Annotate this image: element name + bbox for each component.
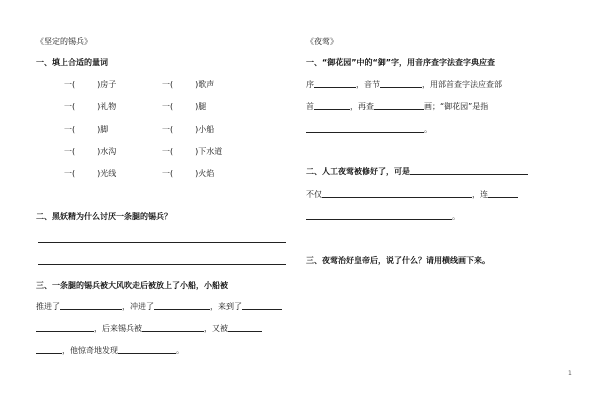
fill-blank[interactable] [380,79,422,88]
left-q3-line2: 推进了 ，冲进了 ，来到了 [36,301,282,312]
right-title: 《夜莺》 [306,37,338,46]
left-q3-line1: 三、一条腿的锡兵被大风吹走后被放上了小船，小船被 [36,281,228,290]
right-q2-line2: 不仅 ，连 [306,189,518,200]
fill-blank[interactable] [314,79,356,88]
page-number: 1 [568,370,572,377]
fill-blank[interactable] [306,211,452,220]
mw-item: 一( )光线 [64,169,117,178]
mw-item: 一( )腿 [162,102,207,111]
right-q2-line3: 。 [306,211,460,222]
left-title: 《坚定的锡兵》 [36,37,92,46]
fill-blank[interactable] [154,301,210,310]
fill-blank[interactable] [410,166,528,175]
left-q1-heading: 一、填上合适的量词 [36,58,108,67]
answer-line[interactable] [38,264,286,265]
mw-item: 一( )房子 [64,80,117,89]
fill-blank[interactable] [488,189,518,198]
left-q3-line4: ，他惊奇地发现 。 [36,345,184,356]
right-q1-line4: 。 [306,124,432,135]
right-q1-line2: 序 ，音节 ，用部首查字法应查部 [306,80,502,89]
right-q3-heading: 三、夜莺治好皇帝后，说了什么？请用横线画下来。 [306,256,490,265]
fill-blank[interactable] [118,345,176,354]
mw-item: 一( )礼物 [64,102,117,111]
mw-item: 一( )小船 [162,125,215,134]
right-q1-line1: 一、“御花园”中的“御”字，用音序查字法查字典应查 [306,58,496,67]
fill-blank[interactable] [142,323,204,332]
fill-blank[interactable] [306,124,424,133]
mw-item: 一( )脚 [64,125,109,134]
mw-item: 一( )火焰 [162,169,215,178]
fill-blank[interactable] [36,345,62,354]
answer-line[interactable] [38,242,286,243]
left-q2-heading: 二、黑妖精为什么讨厌一条腿的锡兵？ [36,212,172,221]
mw-item: 一( )水沟 [64,147,117,156]
right-q2-line1: 二、人工夜莺被修好了，可是 [306,166,528,177]
fill-blank[interactable] [374,101,424,110]
fill-blank[interactable] [322,189,472,198]
right-q1-line3: 首 ，再查 画；“御花园”是指 [306,102,489,111]
mw-item: 一( )歌声 [162,80,215,89]
fill-blank[interactable] [314,101,350,110]
fill-blank[interactable] [228,323,262,332]
fill-blank[interactable] [36,323,94,332]
mw-item: 一( )下水道 [162,147,223,156]
fill-blank[interactable] [242,301,282,310]
fill-blank[interactable] [60,301,122,310]
left-q3-line3: ，后来锡兵被 ，又被 [36,323,262,334]
